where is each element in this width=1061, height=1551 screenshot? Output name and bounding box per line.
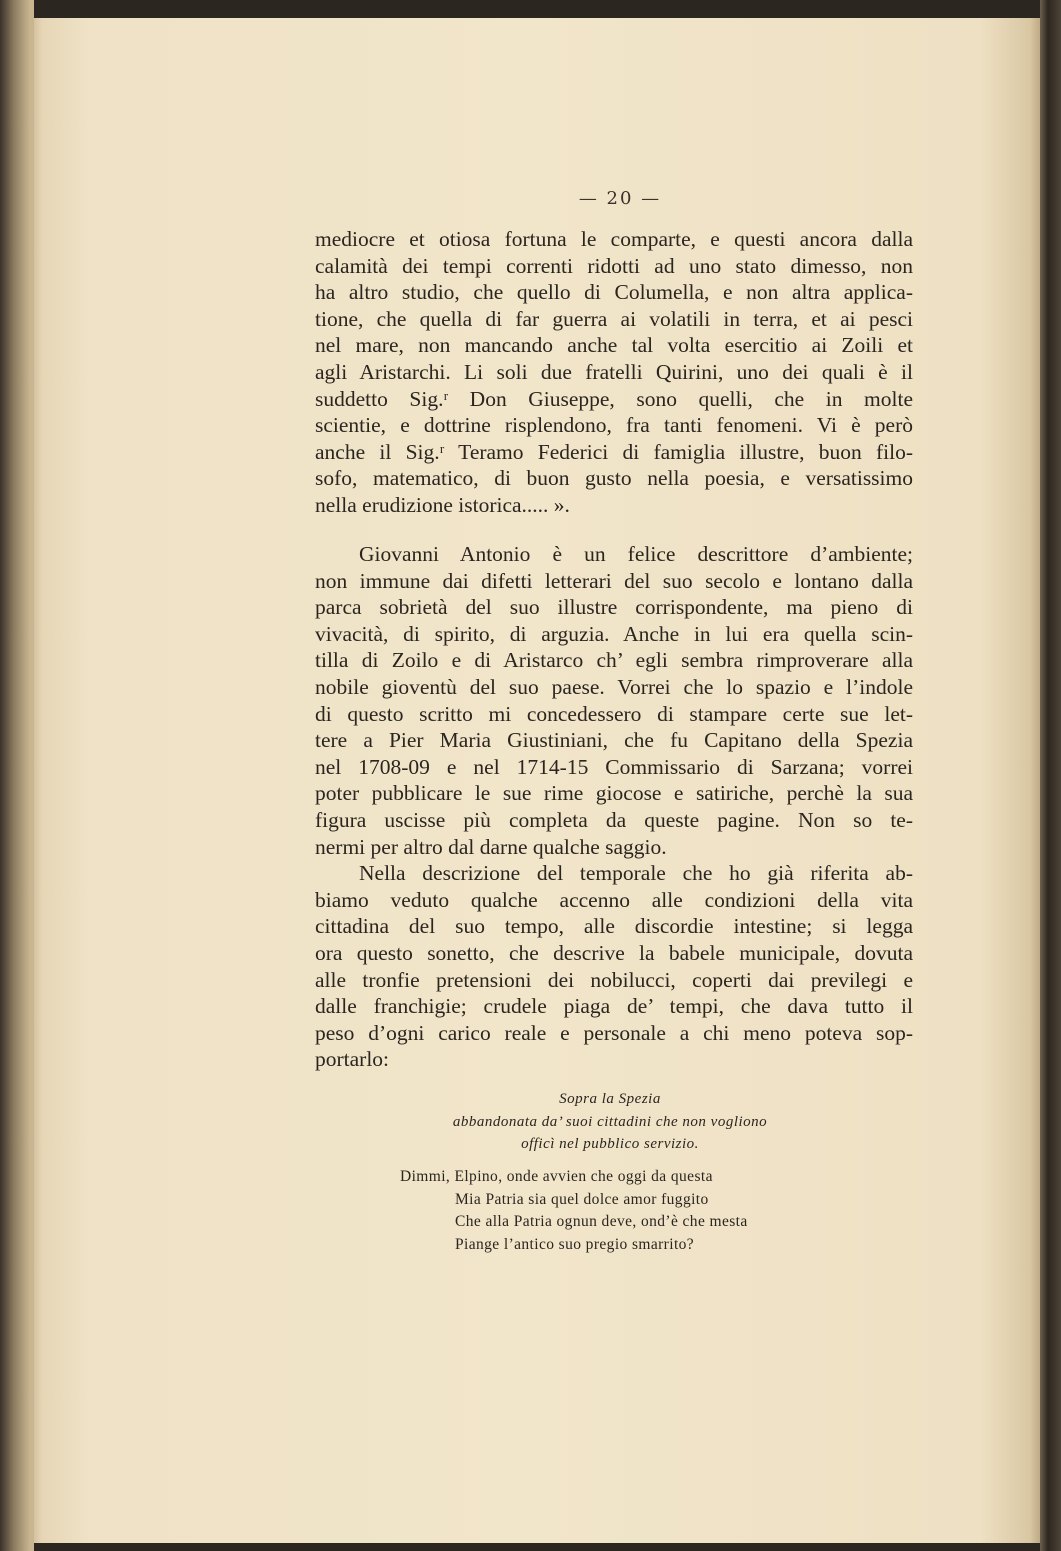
- text-line: portarlo:: [315, 1047, 390, 1072]
- text-line: anche il Sig.ʳ Teramo Federici di famiglia illustre, buon filo-: [315, 439, 913, 464]
- text-line: tilla di Zoilo e di Aristarco ch’ egli sembra rimproverare alla: [315, 648, 913, 673]
- paragraphs-2-3: [315, 541, 913, 1073]
- poem-title-line: Sopra la Spezia: [559, 1091, 661, 1107]
- text-line: vivacità, di spirito, di arguzia. Anche in lui era quella scin-: [315, 621, 913, 646]
- text-line: nel 1708-09 e nel 1714-15 Commissario di Sarzana; vorrei: [315, 754, 913, 779]
- poem-title-line: abbandonata da’ suoi cittadini che non vogliono: [452, 1113, 768, 1130]
- poem-verse: Piange l’antico suo pregio smarrito?: [455, 1236, 695, 1254]
- text-line: tere a Pier Maria Giustiniani, che fu Capitano della Spezia: [315, 728, 913, 753]
- text-line: calamità dei tempi correnti ridotti ad uno stato dimesso, non: [315, 253, 913, 278]
- text-line: tione, che quella di far guerra ai volatili in terra, et ai pesci: [315, 306, 913, 331]
- text-line: cittadina del suo tempo, alle discordie intestine; si legga: [315, 914, 913, 939]
- text-line: sofo, matematico, di buon gusto nella poesia, e versatissimo: [315, 466, 913, 491]
- text-line: alle tronfie pretensioni dei nobilucci, coperti dai previlegi e: [315, 967, 913, 992]
- poem-title: [390, 1088, 830, 1156]
- text-line: scientie, e dottrine risplendono, fra tanti fenomeni. Vi è però: [315, 413, 913, 438]
- text-line: parca sobrietà del suo illustre corrispondente, ma pieno di: [315, 595, 913, 620]
- text-line: mediocre et otiosa fortuna le comparte, e questi ancora dalla: [315, 227, 913, 251]
- text-line: non immune dai difetti letterari del suo secolo e lontano dalla: [315, 568, 913, 593]
- text-line: nel mare, non mancando anche tal volta esercitio ai Zoili et: [315, 333, 913, 358]
- poem-verses: [400, 1166, 748, 1257]
- paragraph-1: [315, 226, 913, 519]
- text-line: Giovanni Antonio è un felice descrittore d’ambiente;: [359, 542, 913, 566]
- text-line: poter pubblicare le sue rime giocose e satiriche, perchè la sua: [315, 781, 913, 806]
- text-line: nella erudizione istorica..... ».: [315, 492, 570, 517]
- page-number: — 20 —: [578, 188, 662, 209]
- poem-verse: Che alla Patria ognun deve, ond’è che mesta: [455, 1213, 748, 1231]
- text-line: Nella descrizione del temporale che ho già riferita ab-: [359, 861, 913, 886]
- poem-title-line: officì nel pubblico servizio.: [521, 1136, 699, 1152]
- text-line: peso d’ogni carico reale e personale a chi meno poteva sop-: [315, 1020, 913, 1045]
- poem-verse: Mia Patria sia quel dolce amor fuggito: [455, 1190, 709, 1208]
- text-line: biamo veduto qualche accenno alle condizioni della vita: [315, 887, 913, 912]
- text-line: dalle franchigie; crudele piaga de’ tempi, che dava tutto il: [315, 994, 913, 1019]
- text-line: ha altro studio, che quello di Columella, e non altra applica-: [315, 280, 913, 305]
- text-line: figura uscisse più completa da queste pagine. Non so te-: [315, 807, 913, 832]
- poem-verse: Dimmi, Elpino, onde avvien che oggi da questa: [400, 1168, 713, 1185]
- text-line: agli Aristarchi. Li soli due fratelli Quirini, uno dei quali è il: [315, 359, 913, 384]
- text-line: ora questo sonetto, che descrive la babele municipale, dovuta: [315, 940, 913, 965]
- binding-edge: [0, 0, 34, 1551]
- text-line: di questo scritto mi concedessero di stampare certe sue let-: [315, 701, 913, 726]
- text-line: nobile gioventù del suo paese. Vorrei che lo spazio e l’indole: [315, 674, 913, 699]
- text-line: nermi per altro dal darne qualche saggio.: [315, 834, 667, 859]
- facing-page-edge: [1040, 0, 1061, 1551]
- text-line: suddetto Sig.ʳ Don Giuseppe, sono quelli, che in molte: [315, 386, 913, 411]
